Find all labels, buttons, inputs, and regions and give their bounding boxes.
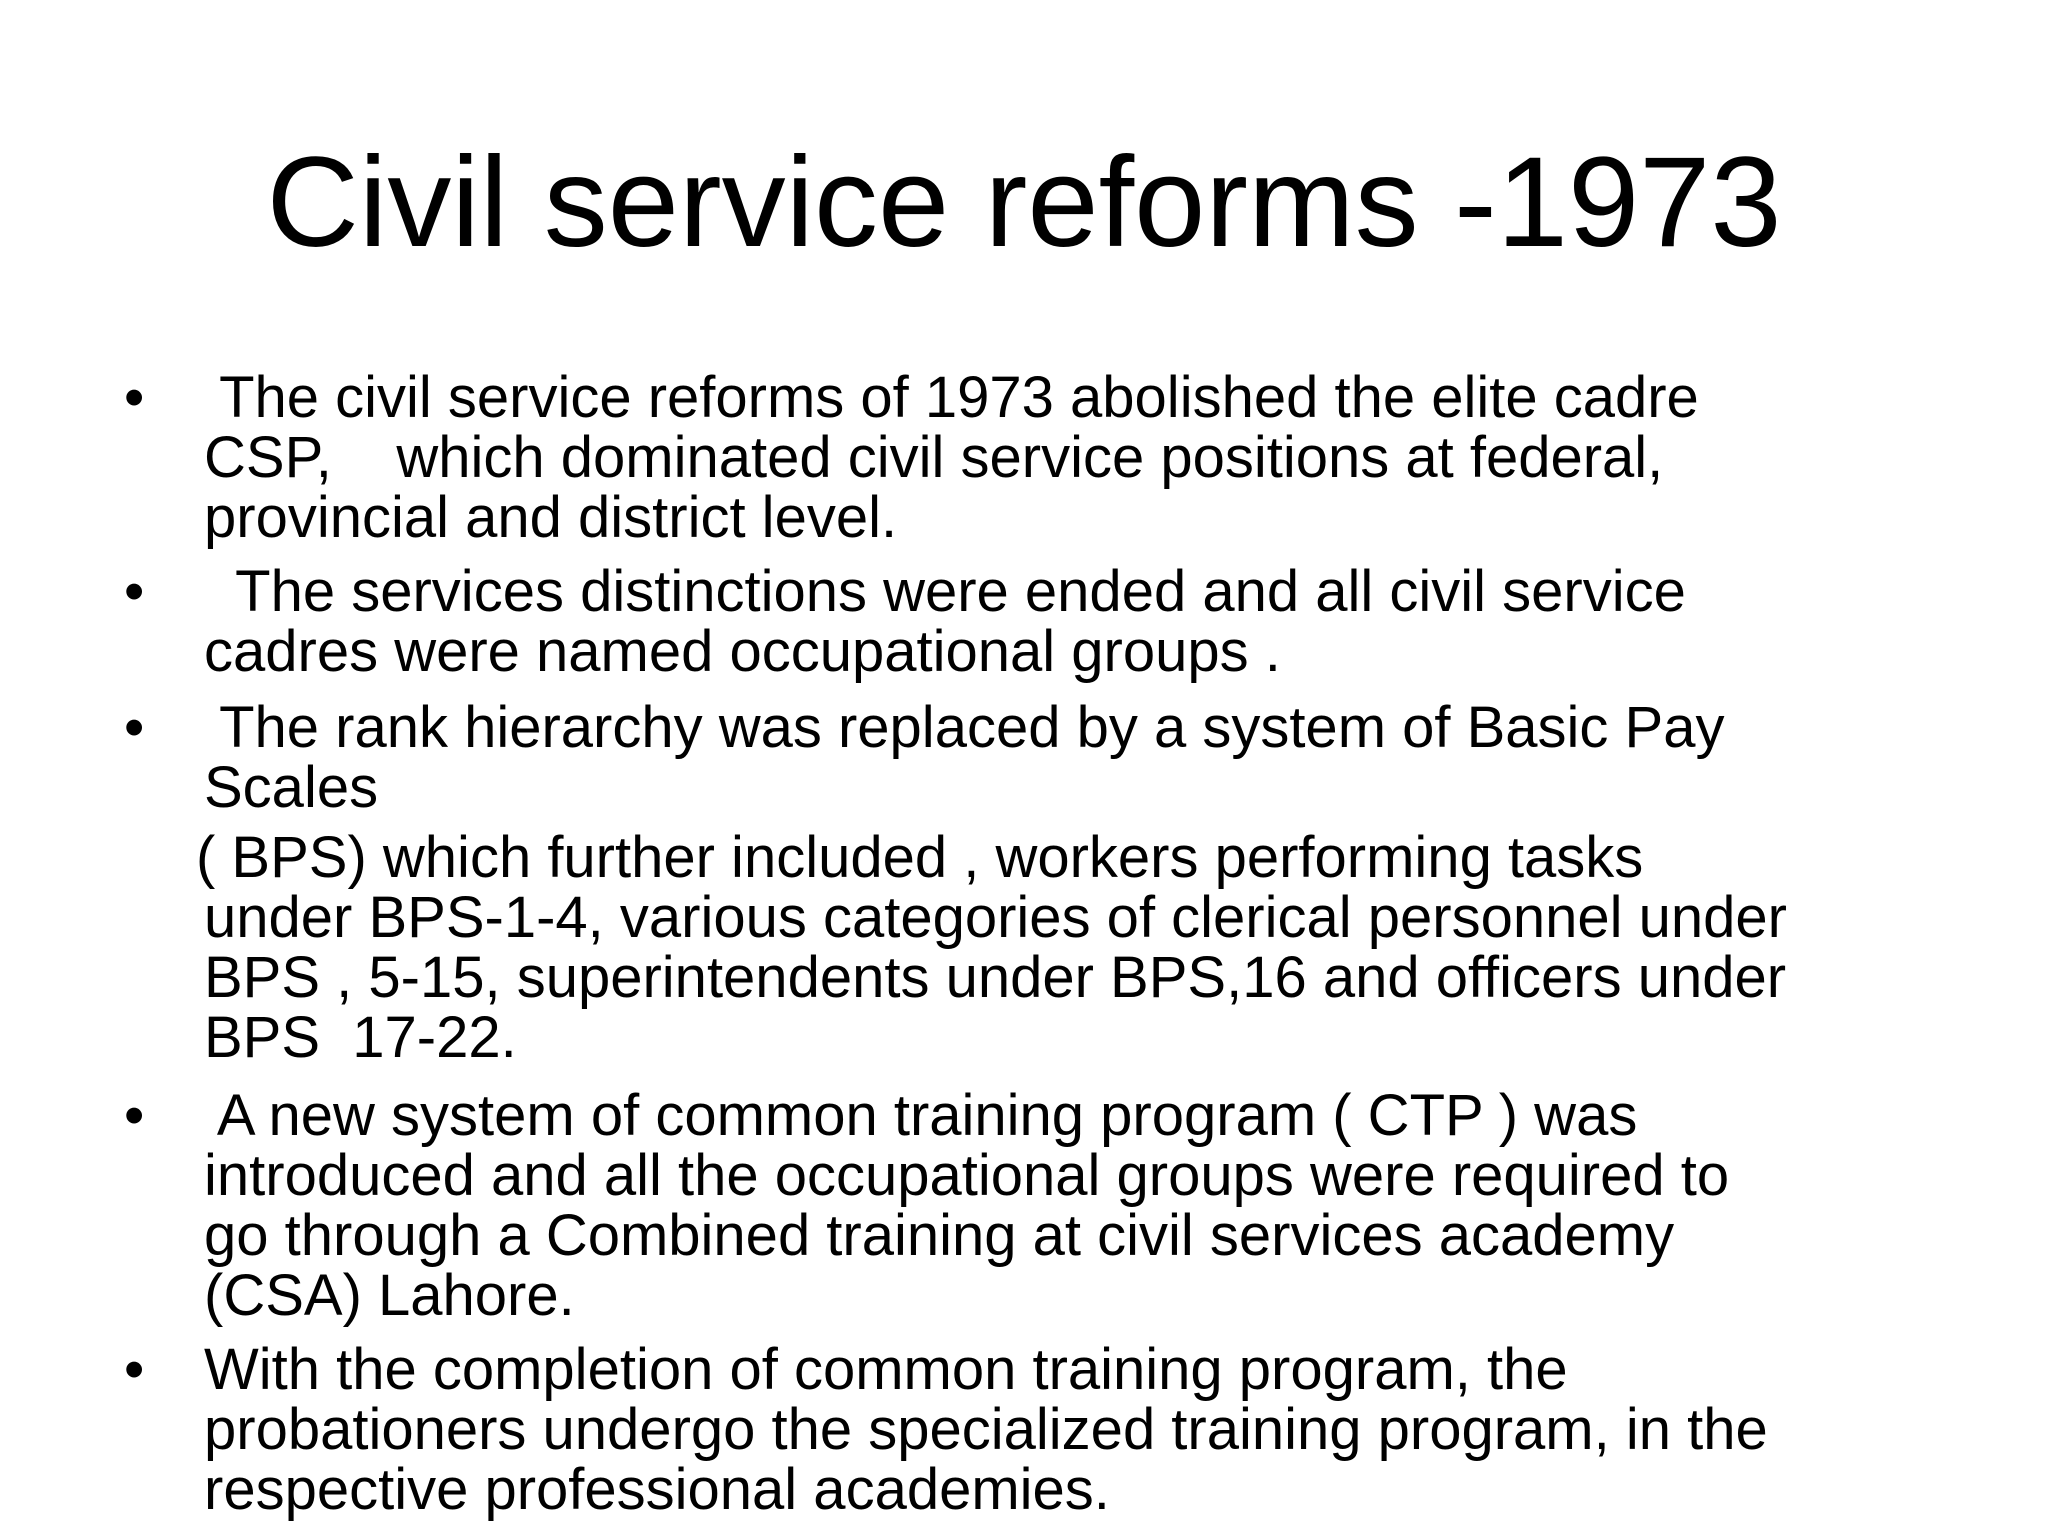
bullet-line: provincial and district level. bbox=[204, 485, 898, 550]
bullet-line: probationers undergo the specialized training program, in the bbox=[204, 1397, 1768, 1462]
bullet-marker: • bbox=[124, 559, 145, 624]
paragraph-line: BPS 17-22. bbox=[204, 1005, 517, 1070]
bullet-line: go through a Combined training at civil services academy bbox=[204, 1203, 1675, 1268]
paragraph-line: BPS , 5-15, superintendents under BPS,16 and officers under bbox=[204, 945, 1787, 1010]
bullet-line: The services distinctions were ended and all civil service bbox=[204, 559, 1686, 624]
bullet-line: The rank hierarchy was replaced by a system of Basic Pay bbox=[204, 695, 1725, 760]
bullet-line: With the completion of common training program, the bbox=[204, 1337, 1568, 1402]
bullet-line: CSP, which dominated civil service positions at federal, bbox=[204, 425, 1664, 490]
bullet-line: cadres were named occupational groups . bbox=[204, 619, 1281, 684]
bullet-line: (CSA) Lahore. bbox=[204, 1263, 575, 1328]
bullet-marker: • bbox=[124, 365, 145, 430]
bullet-line: Scales bbox=[204, 755, 379, 820]
paragraph-line: under BPS-1-4, various categories of clerical personnel under bbox=[204, 885, 1787, 950]
bullet-marker: • bbox=[124, 1337, 145, 1402]
bullet-marker: • bbox=[124, 695, 145, 760]
slide-title: Civil service reforms -1973 bbox=[266, 131, 1782, 274]
bullet-line: The civil service reforms of 1973 abolished the elite cadre bbox=[204, 365, 1699, 430]
paragraph-line: ( BPS) which further included , workers performing tasks bbox=[196, 825, 1644, 890]
bullet-line: introduced and all the occupational groups were required to bbox=[204, 1143, 1730, 1208]
bullet-line: A new system of common training program ( CTP ) was bbox=[204, 1083, 1638, 1148]
bullet-marker: • bbox=[124, 1083, 145, 1148]
bullet-line: respective professional academies. bbox=[204, 1457, 1110, 1522]
